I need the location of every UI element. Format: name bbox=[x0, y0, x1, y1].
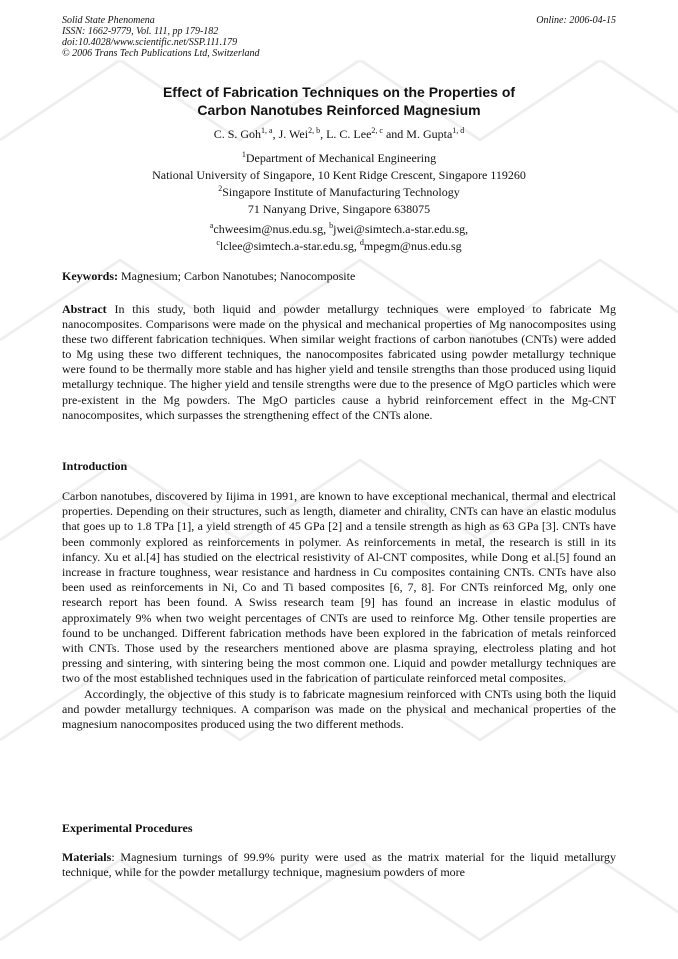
abstract-label: Abstract bbox=[62, 302, 107, 316]
email-line-2 bbox=[62, 238, 616, 255]
author-list bbox=[62, 126, 616, 142]
paper-title-line1: Effect of Fabrication Techniques on the Properties of bbox=[162, 84, 516, 100]
author-name: J. Wei bbox=[278, 127, 309, 141]
affiliations bbox=[62, 150, 616, 218]
keywords-label: Keywords: bbox=[62, 269, 118, 283]
email-d[interactable]: mpegm@nus.edu.sg bbox=[363, 239, 462, 253]
materials-paragraph bbox=[62, 850, 616, 880]
email-sup: b bbox=[329, 221, 334, 230]
author-name: M. Gupta bbox=[406, 127, 453, 141]
affiliation-2-line2: 71 Nanyang Drive, Singapore 638075 bbox=[247, 202, 431, 216]
author-sup: 2, b bbox=[308, 126, 321, 135]
section-heading-experimental: Experimental Procedures bbox=[62, 821, 193, 835]
author-sup: 1, a bbox=[261, 126, 273, 135]
affiliation-1-line1 bbox=[62, 150, 616, 167]
affiliation-text: Singapore Institute of Manufacturing Technology bbox=[222, 185, 460, 199]
abstract-text: In this study, both liquid and powder metallurgy techniques were employed to fabricate Mg nanocomposites. Comparisons were made on the physical and mechanical properties of Mg nanocomposites using these two different fabrication techniques. When similar weight fractions of carbon nanotubes (CNTs) were added to Mg using these two different techniques, the nanocomposites fabricated using powder metallurgy technique were found to be thermally more stable and has higher yield and tensile strengths than those produced using liquid metallurgy technique. The higher yield and tensile strengths were due to the presence of MgO particles which were pre-existent in the Mg powders. The MgO particles cause a hybrid reinforcement effect in the Mg-CNT nanocomposites, which surpasses the strengthening effect of the CNTs alone. bbox=[62, 302, 616, 422]
abstract bbox=[62, 302, 616, 423]
author-emails bbox=[62, 221, 616, 255]
keywords bbox=[62, 269, 616, 284]
section-heading-introduction: Introduction bbox=[62, 459, 128, 473]
author-name: C. S. Goh bbox=[213, 127, 262, 141]
introduction-body bbox=[62, 489, 616, 732]
author-separator: , bbox=[272, 127, 279, 141]
journal-doi: doi:10.4028/www.scientific.net/SSP.111.179 bbox=[62, 37, 238, 48]
author-sup: 2, c bbox=[371, 126, 383, 135]
keywords-text: Magnesium; Carbon Nanotubes; Nanocomposite bbox=[118, 269, 356, 283]
author-sup: 1, d bbox=[452, 126, 465, 135]
email-b[interactable]: jwei@simtech.a-star.edu.sg, bbox=[333, 222, 469, 236]
journal-name: Solid State Phenomena bbox=[62, 15, 155, 26]
affiliation-sup: 1 bbox=[241, 150, 246, 159]
journal-issn: ISSN: 1662-9779, Vol. 111, pp 179-182 bbox=[62, 26, 219, 37]
email-line-1: $^a$chweesim@nus.edu.sg, $^b$jwei@simtech.a-star.edu.sg, bbox=[209, 221, 469, 236]
materials-text: : Magnesium turnings of 99.9% purity were used as the matrix material for the liquid metallurgy technique, while for the powder metallurgy technique, magnesium powders of more bbox=[62, 850, 616, 880]
email-a[interactable]: chweesim@nus.edu.sg bbox=[213, 222, 324, 236]
materials-label: Materials bbox=[62, 850, 112, 864]
affiliation-sup: 2 bbox=[218, 184, 223, 193]
author-name: L. C. Lee bbox=[326, 127, 372, 141]
author-separator: and bbox=[382, 127, 407, 141]
email-sup: a bbox=[209, 221, 214, 230]
journal-copyright: © 2006 Trans Tech Publications Ltd, Switzerland bbox=[62, 48, 260, 59]
author-separator: , bbox=[320, 127, 327, 141]
paper-title bbox=[62, 83, 616, 119]
journal-header bbox=[62, 15, 260, 59]
paper-title-line2: Carbon Nanotubes Reinforced Magnesium bbox=[197, 102, 481, 118]
introduction-paragraph-2: Accordingly, the objective of this study is to fabricate magnesium reinforced with CNTs using both the liquid and powder metallurgy techniques. A comparison was made on the physical and mechanical properties of the magnesium nanocomposites produced using the two different methods. bbox=[62, 686, 616, 732]
affiliation-text: Department of Mechanical Engineering bbox=[245, 151, 437, 165]
affiliation-2-line1 bbox=[62, 184, 616, 201]
email-sup: d bbox=[359, 238, 364, 247]
email-sup: c bbox=[216, 238, 220, 247]
introduction-paragraph-1: Carbon nanotubes, discovered by Iijima in 1991, are known to have exceptional mechanical, thermal and electrical properties. Depending on their structures, such as length, diameter and chirality, CNTs can have an elastic modulus that goes up to 1.8 TPa [1], a yield strength of 45 GPa [2] and a tensile strength as high as 63 GPa [3]. CNTs have been commonly explored as reinforcements in polymer. As reinforcements in metal, the research is still in its infancy. Xu et al.[4] has studied on the electrical resistivity of Al-CNT composites, while Dong et al.[5] found an increase in fracture toughness, wear resistance and hardness in Cu composites containing CNTs. CNTs have also been used as reinforcements in Ni, Co and Ti based composites [6, 7, 8]. For CNTs reinforced Mg, only one research report has been found. A Swiss research team [9] has found an increase in elastic modulus of approximately 9% when two weight percentages of CNTs are used to reinforce Mg. Other tensile properties are found to be unchanged. Different fabrication methods have been explored in the fabrication of metals reinforced with CNTs. Those used by the researchers mentioned above are plasma spraying, electroless plating and hot pressing and sintering, with sintering being the most common one. Liquid and powder metallurgy techniques are two of the most established techniques used in the fabrication of particulate reinforced metal composites. bbox=[62, 489, 616, 686]
email-c[interactable]: lclee@simtech.a-star.edu.sg, bbox=[219, 239, 357, 253]
affiliation-1-line2: National University of Singapore, 10 Kent Ridge Crescent, Singapore 119260 bbox=[152, 168, 526, 182]
online-date: Online: 2006-04-15 bbox=[536, 15, 616, 26]
